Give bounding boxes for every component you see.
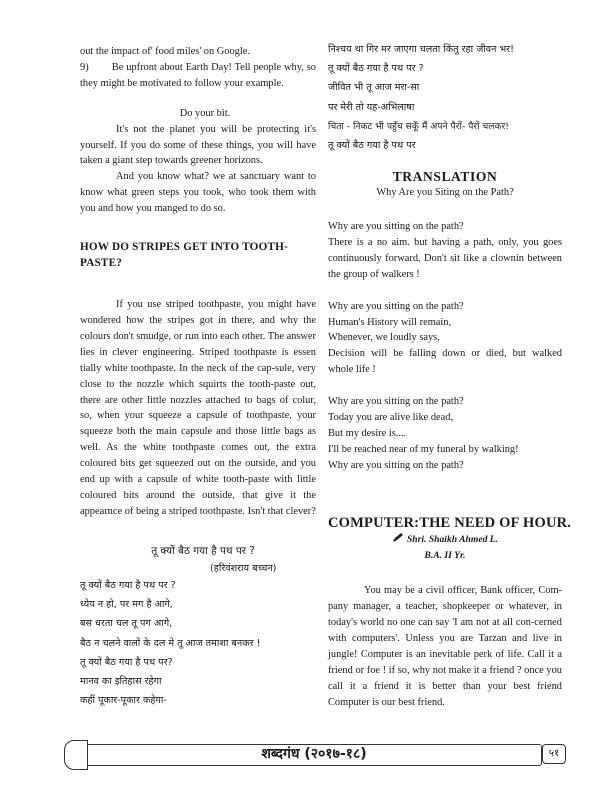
stanza-line: But my desire is.... <box>328 428 407 439</box>
para-sanctuary: And you know what? we at sanctuary want to know what green steps you took, who took them with you and how you manged to do so. <box>80 171 316 215</box>
poem-line: मानव का इतिहास रहेगा <box>80 675 162 687</box>
poem-author: (हरिवंशराय बच्चन) <box>210 562 277 574</box>
stanza-line: Why are you sitting on the path? <box>328 221 464 233</box>
translation-subtitle: Why Are you Siting on the Path? <box>376 187 514 199</box>
footer-banner <box>64 740 564 768</box>
poem-line: निश्चय था गिर मर जाएगा चलता किंतु रहा जीवन भर! <box>328 44 515 55</box>
computer-heading: COMPUTER:THE NEED OF HOUR. <box>328 514 572 531</box>
poem-line: कहीं पूकार-पूकार कहेगा- <box>80 695 167 707</box>
footer-title: शब्दगंध (२०१७-१८) <box>261 746 367 762</box>
stanza-line: Whenever, we loudly says, <box>328 332 440 344</box>
para-planet: It's not the planet you will be protecting it's yourself. If you do some of these things, you will have taken a giant step towards greener horizons. <box>80 123 316 167</box>
poem-title: तू क्यों बैठ गया है पथ पर ? <box>151 544 255 557</box>
poem-right <box>328 40 562 155</box>
poem-line: बस धरता चल तू पग आगे, <box>80 618 173 630</box>
poem-line: ध्येय न हो, पर मग है आगे, <box>80 599 173 611</box>
tip-line: out the impact of' food miles' on Google. <box>80 46 250 57</box>
stanza-text: Decision will be falling down or died, but walked whole life ! <box>328 348 562 376</box>
stanza-line: Human's History will remain, <box>328 316 452 328</box>
do-your-bit: Do your bit. <box>179 107 231 119</box>
stanza-text: There is a no aim. but having a path, only, you goes continuously forward, Don't sit like a clownin between the group of walkers ! <box>328 236 562 280</box>
poem-line: तू क्यों बैठ गया है पथ पर <box>328 140 416 152</box>
poem-left <box>80 576 316 710</box>
poem-line: बैठ न चलने वालों के दल मे तू आज तमाशा बनकर ! <box>80 637 261 649</box>
poem-line: चिता - निकट भी पहुँच सकूँ मैं अपने पैरों- पैरों चलकर! <box>328 120 509 132</box>
poem-line: तू क्यों बैठ गया है पथ पर ? <box>80 579 176 591</box>
author-class: B.A. II Yr. <box>424 549 466 561</box>
poem-line: तू क्यों बैठ गया है पथ पर ? <box>328 63 424 75</box>
stanza-line: Today you are alive like dead, <box>328 412 454 424</box>
page-number: ५१ <box>542 744 566 764</box>
stripes-heading: HOW DO STRIPES GET INTO TOOTH-PASTE? <box>80 241 288 270</box>
poem-line: पर मेरी तो यह-अभिलाषा <box>328 101 415 113</box>
computer-para: You may be a civil officer, Bank officer, Com-pany manager, a teacher, shopkeeper or whatever, in today's world no one can say 'I am not at all con-cerned with computers'. Unless you are Tarzan and live in jungle! Computer is an inevitable perk of life. Call it a friend or foe ! if so, why not make it a friend ? once you call it a friend it is better than your best friend Computer is our best friend. <box>328 585 562 708</box>
poem-line: तू क्यों बैठ गया है पथ पर? <box>80 656 173 668</box>
poem-line: जीवित भी तू आज मरा-सा <box>328 82 420 94</box>
tip-item-9: 9) Be upfront about Earth Day! Tell people why, so they might be motivated to follow your example. <box>80 61 319 89</box>
right-column <box>328 44 572 711</box>
left-column <box>80 44 319 710</box>
pen-icon <box>392 532 404 548</box>
stanza-line: I'll be reached near of my funeral by walking! <box>328 443 519 455</box>
stanza-line: Why are you sitting on the path? <box>328 459 464 471</box>
stanza-line: Why are you sitting on the path? <box>328 300 464 312</box>
stripes-para: If you use striped toothpaste, you might have wondered how the stripes got in there, and why the colours don't smudge, or run into each other. The answer lies in clever engineering. Striped toothpaste is essen tially white toothpaste. In the neck of the cap-sule, very close to the nozzle which squirts the tooth-paste out, there are other little nozzles attached to bags of colur, so, when your squeeze a capsule of toothpaste, your squeeze both the main capsule and those little bags as well. As the white toothpaste comes out, the extra coloured bits get squeezed out on the outside, and you end up with a capsule of white tooth-paste with little coloured bits around the outside, that give it the appearnce of being a striped toothpaste. Isn't that clever? <box>80 299 316 517</box>
stanza-line: Why are you sitting on the path? <box>328 396 464 408</box>
author-name: Shri. Shaikh Ahmed L. <box>328 532 562 548</box>
translation-heading: TRANSLATION <box>392 169 498 185</box>
